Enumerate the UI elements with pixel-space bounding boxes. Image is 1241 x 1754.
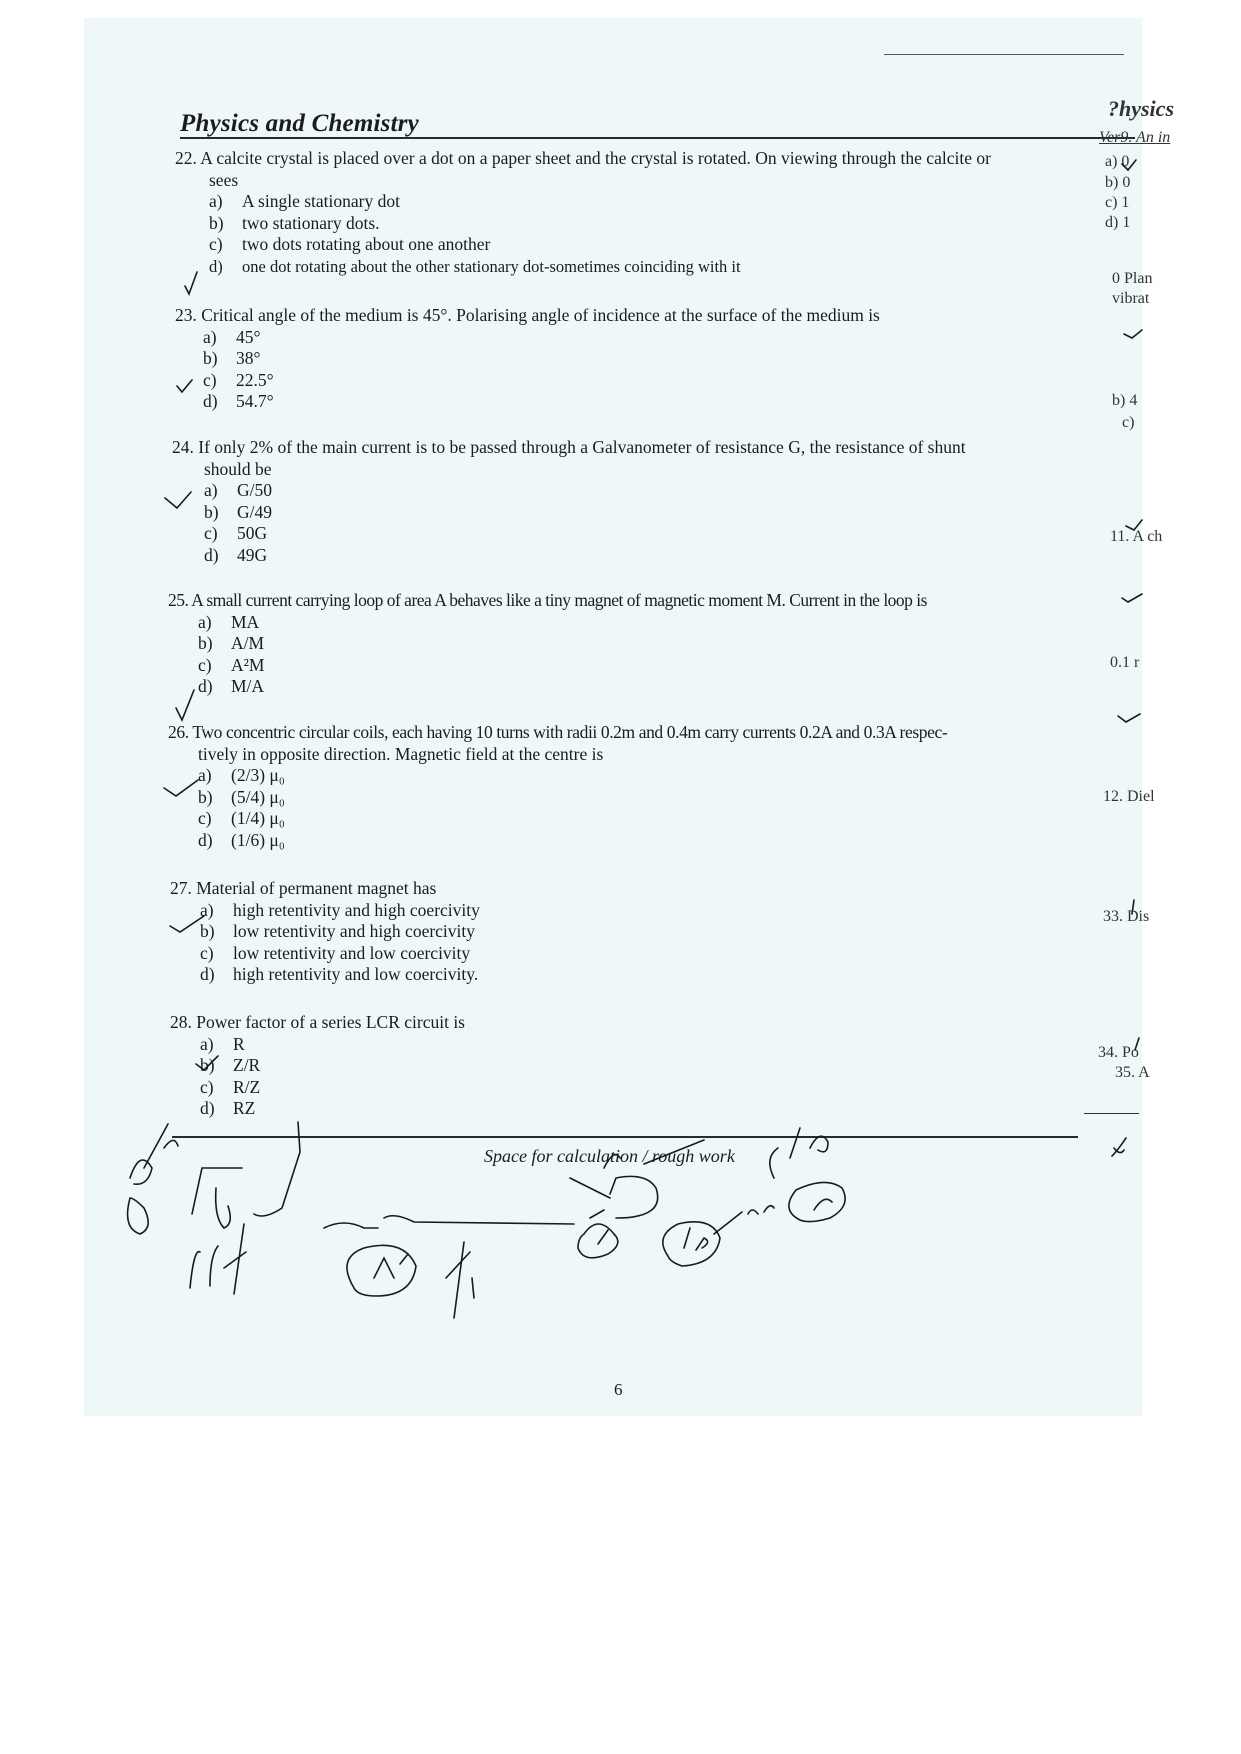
option-d: d) high retentivity and low coercivity.: [200, 964, 479, 984]
tick-mark-q23: [177, 380, 192, 392]
right-fragment: 33. Dis: [1103, 908, 1150, 925]
right-fragment: c): [1122, 414, 1135, 431]
option-c: c) two dots rotating about one another: [209, 234, 491, 254]
option-b: b) 38°: [203, 348, 261, 368]
handwritten-marks: [84, 18, 1142, 1416]
option-a: a) MA: [198, 611, 260, 632]
question-stem-continued: sees: [209, 169, 239, 190]
option-c: c) low retentivity and low coercivity: [200, 942, 471, 963]
option-b: b) Z/R: [200, 1055, 261, 1075]
question-stem: 22. A calcite crystal is placed over a dot on a paper sheet and the crystal is rotated. On viewing through the calcite or: [175, 148, 991, 168]
right-fragment: 12. Diel: [1103, 788, 1155, 805]
right-fragment: 0.1 r: [1110, 654, 1140, 671]
option-b: b) (5/4) μ₀: [198, 786, 285, 807]
question-stem: 23. Critical angle of the medium is 45°. Polarising angle of incidence at the surface of the medium is: [175, 305, 880, 325]
scanned-page: [84, 18, 1174, 1416]
option-d: d) 54.7°: [203, 391, 274, 411]
option-d: d) RZ: [200, 1098, 256, 1118]
page-number: 6: [614, 1380, 623, 1399]
question-stem-continued: should be: [204, 458, 272, 479]
tick-mark-q22: [185, 272, 197, 294]
question-stem: 24. If only 2% of the main current is to be passed through a Galvanometer of resistance G, the resistance of shunt: [172, 437, 966, 457]
option-b: b) low retentivity and high coercivity: [200, 921, 476, 941]
option-b: b) two stationary dots.: [209, 212, 380, 233]
option-c: c) (1/4) μ₀: [198, 808, 285, 828]
tick-mark-q27: [170, 916, 204, 932]
option-b: b) A/M: [198, 633, 265, 653]
right-fragment: 11. A ch: [1110, 528, 1163, 545]
option-b: b) G/49: [204, 501, 272, 522]
right-fragment: 34. Po: [1098, 1044, 1139, 1061]
page-title: Physics and Chemistry: [180, 110, 419, 137]
option-a: a) A single stationary dot: [209, 191, 400, 211]
right-fragment: 0 Plan: [1112, 270, 1153, 287]
option-d: d) one dot rotating about the other stationary dot-sometimes coinciding with it: [209, 256, 741, 276]
option-a: a) 45°: [203, 326, 261, 347]
question-stem: 28. Power factor of a series LCR circuit is: [170, 1012, 465, 1032]
right-fragment: Ver9. An in: [1099, 129, 1171, 146]
option-a: a) R: [200, 1033, 245, 1054]
option-d: d) (1/6) μ₀: [198, 829, 285, 850]
tick-mark-q24: [165, 492, 191, 508]
option-d: d) 49G: [204, 544, 268, 565]
question-stem: 25. A small current carrying loop of area A behaves like a tiny magnet of magnetic moment M. Current in the loop is: [168, 590, 927, 610]
right-fragment: b) 0: [1105, 174, 1131, 191]
right-fragment: a) 0: [1105, 153, 1130, 170]
right-fragment: b) 4: [1112, 392, 1138, 409]
tick-mark-q25: [176, 690, 194, 720]
right-fragment: vibrat: [1112, 290, 1150, 307]
option-c: c) R/Z: [200, 1076, 261, 1097]
tick-mark-q28: [196, 1056, 218, 1070]
right-fragment: 35. A: [1115, 1064, 1150, 1081]
tick-mark-q26: [164, 780, 198, 796]
rough-work-caption: Space for calculation / rough work: [484, 1146, 735, 1166]
question-stem: 27. Material of permanent magnet has: [170, 878, 437, 898]
right-fragment: d) 1: [1105, 214, 1131, 231]
option-d: d) M/A: [198, 676, 265, 696]
option-c: c) 22.5°: [203, 369, 274, 390]
right-fragment: c) 1: [1105, 194, 1130, 211]
option-c: c) A²M: [198, 654, 265, 675]
option-a: a) (2/3) μ₀: [198, 765, 285, 785]
option-a: a) high retentivity and high coercivity: [200, 899, 480, 920]
option-a: a) G/50: [204, 480, 272, 500]
question-stem: 26. Two concentric circular coils, each having 10 turns with radii 0.2m and 0.4m carry currents 0.2A and 0.3A respec-: [168, 722, 948, 742]
right-column-header: ?hysics: [1108, 96, 1174, 121]
question-stem-continued: tively in opposite direction. Magnetic field at the centre is: [198, 743, 604, 764]
option-c: c) 50G: [204, 523, 268, 543]
